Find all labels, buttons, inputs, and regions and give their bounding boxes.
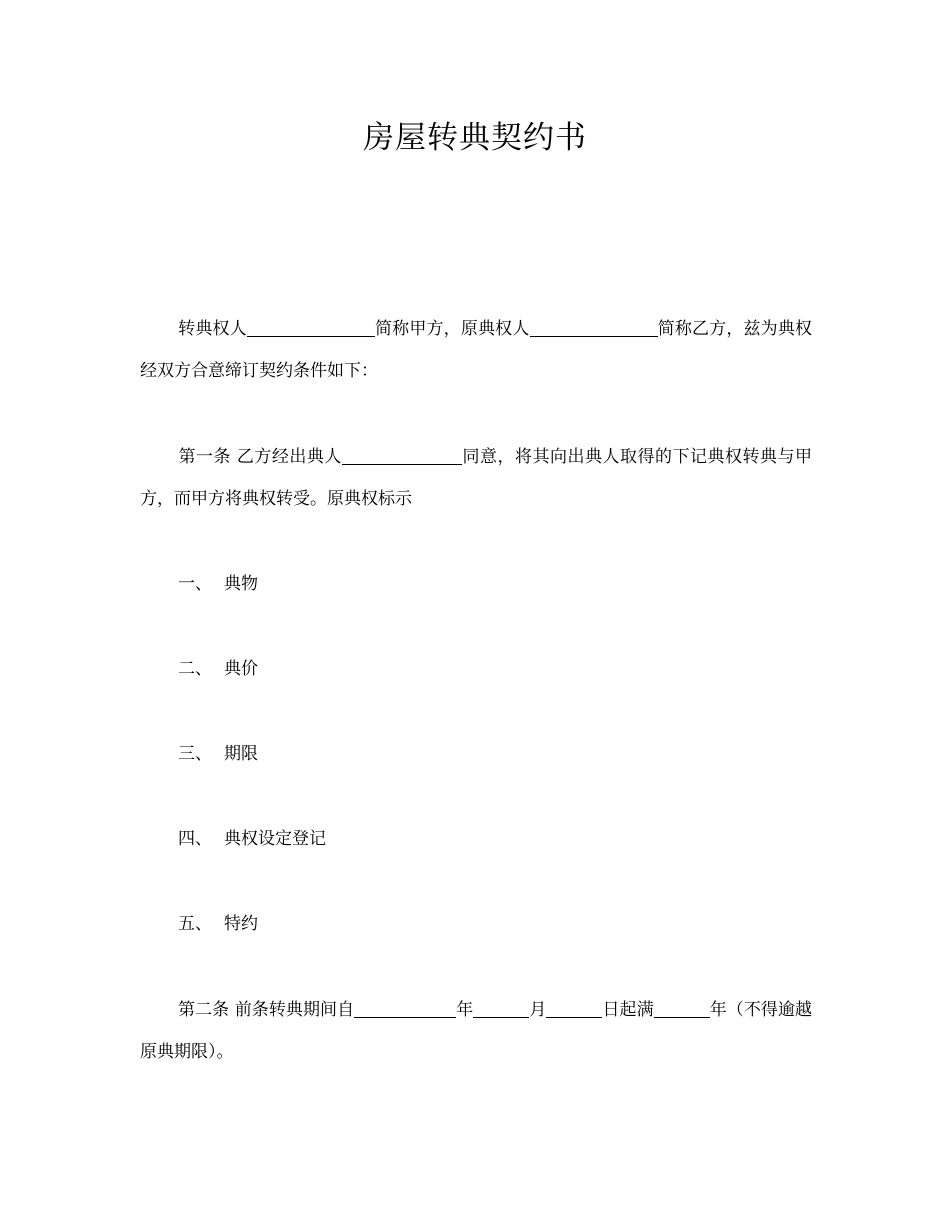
item-label: 典价 — [224, 659, 258, 679]
item-label: 典物 — [224, 574, 258, 594]
item-number: 一、 — [178, 574, 212, 594]
item-number: 二、 — [178, 659, 212, 679]
list-item — [178, 657, 258, 681]
article-2-text-2: 年（不得逾越原典期限）。 — [140, 1000, 813, 1062]
transferee-blank — [247, 318, 375, 337]
article-1-text-1: 第一条 乙方经出典人 — [178, 447, 342, 467]
start-year-blank — [354, 999, 456, 1018]
start-month-blank — [473, 999, 529, 1018]
intro-text-1: 转典权人 — [178, 319, 247, 339]
month-label: 月 — [529, 1000, 547, 1020]
day-label: 日起满 — [602, 1000, 654, 1020]
original-holder-blank — [530, 318, 658, 337]
list-item — [178, 912, 258, 936]
item-number: 五、 — [178, 914, 212, 934]
list-item — [178, 827, 326, 851]
year-label: 年 — [456, 1000, 474, 1020]
pawner-blank — [342, 446, 462, 465]
duration-years-blank — [654, 999, 710, 1018]
item-number: 三、 — [178, 744, 212, 764]
article-1-text-2: 同意，将其向出典人取得的下记典权转典与甲方，而甲方将典权转受。原典权标示 — [140, 447, 812, 509]
document-title: 房屋转典契约书 — [363, 120, 587, 156]
item-label: 期限 — [224, 744, 258, 764]
start-day-blank — [546, 999, 602, 1018]
article-1-paragraph — [140, 436, 812, 520]
intro-text-2: 简称甲方，原典权人 — [374, 319, 530, 339]
article-2-paragraph — [140, 989, 812, 1073]
article-2-text-1: 第二条 前条转典期间自 — [178, 1000, 355, 1020]
list-item — [178, 572, 258, 596]
item-number: 四、 — [178, 829, 212, 849]
item-label: 典权设定登记 — [224, 829, 326, 849]
intro-paragraph — [140, 308, 812, 392]
item-label: 特约 — [224, 914, 258, 934]
intro-text-3: 简称乙方，兹为典权经双方合意缔订契约条件如下： — [140, 319, 813, 381]
list-item — [178, 742, 258, 766]
